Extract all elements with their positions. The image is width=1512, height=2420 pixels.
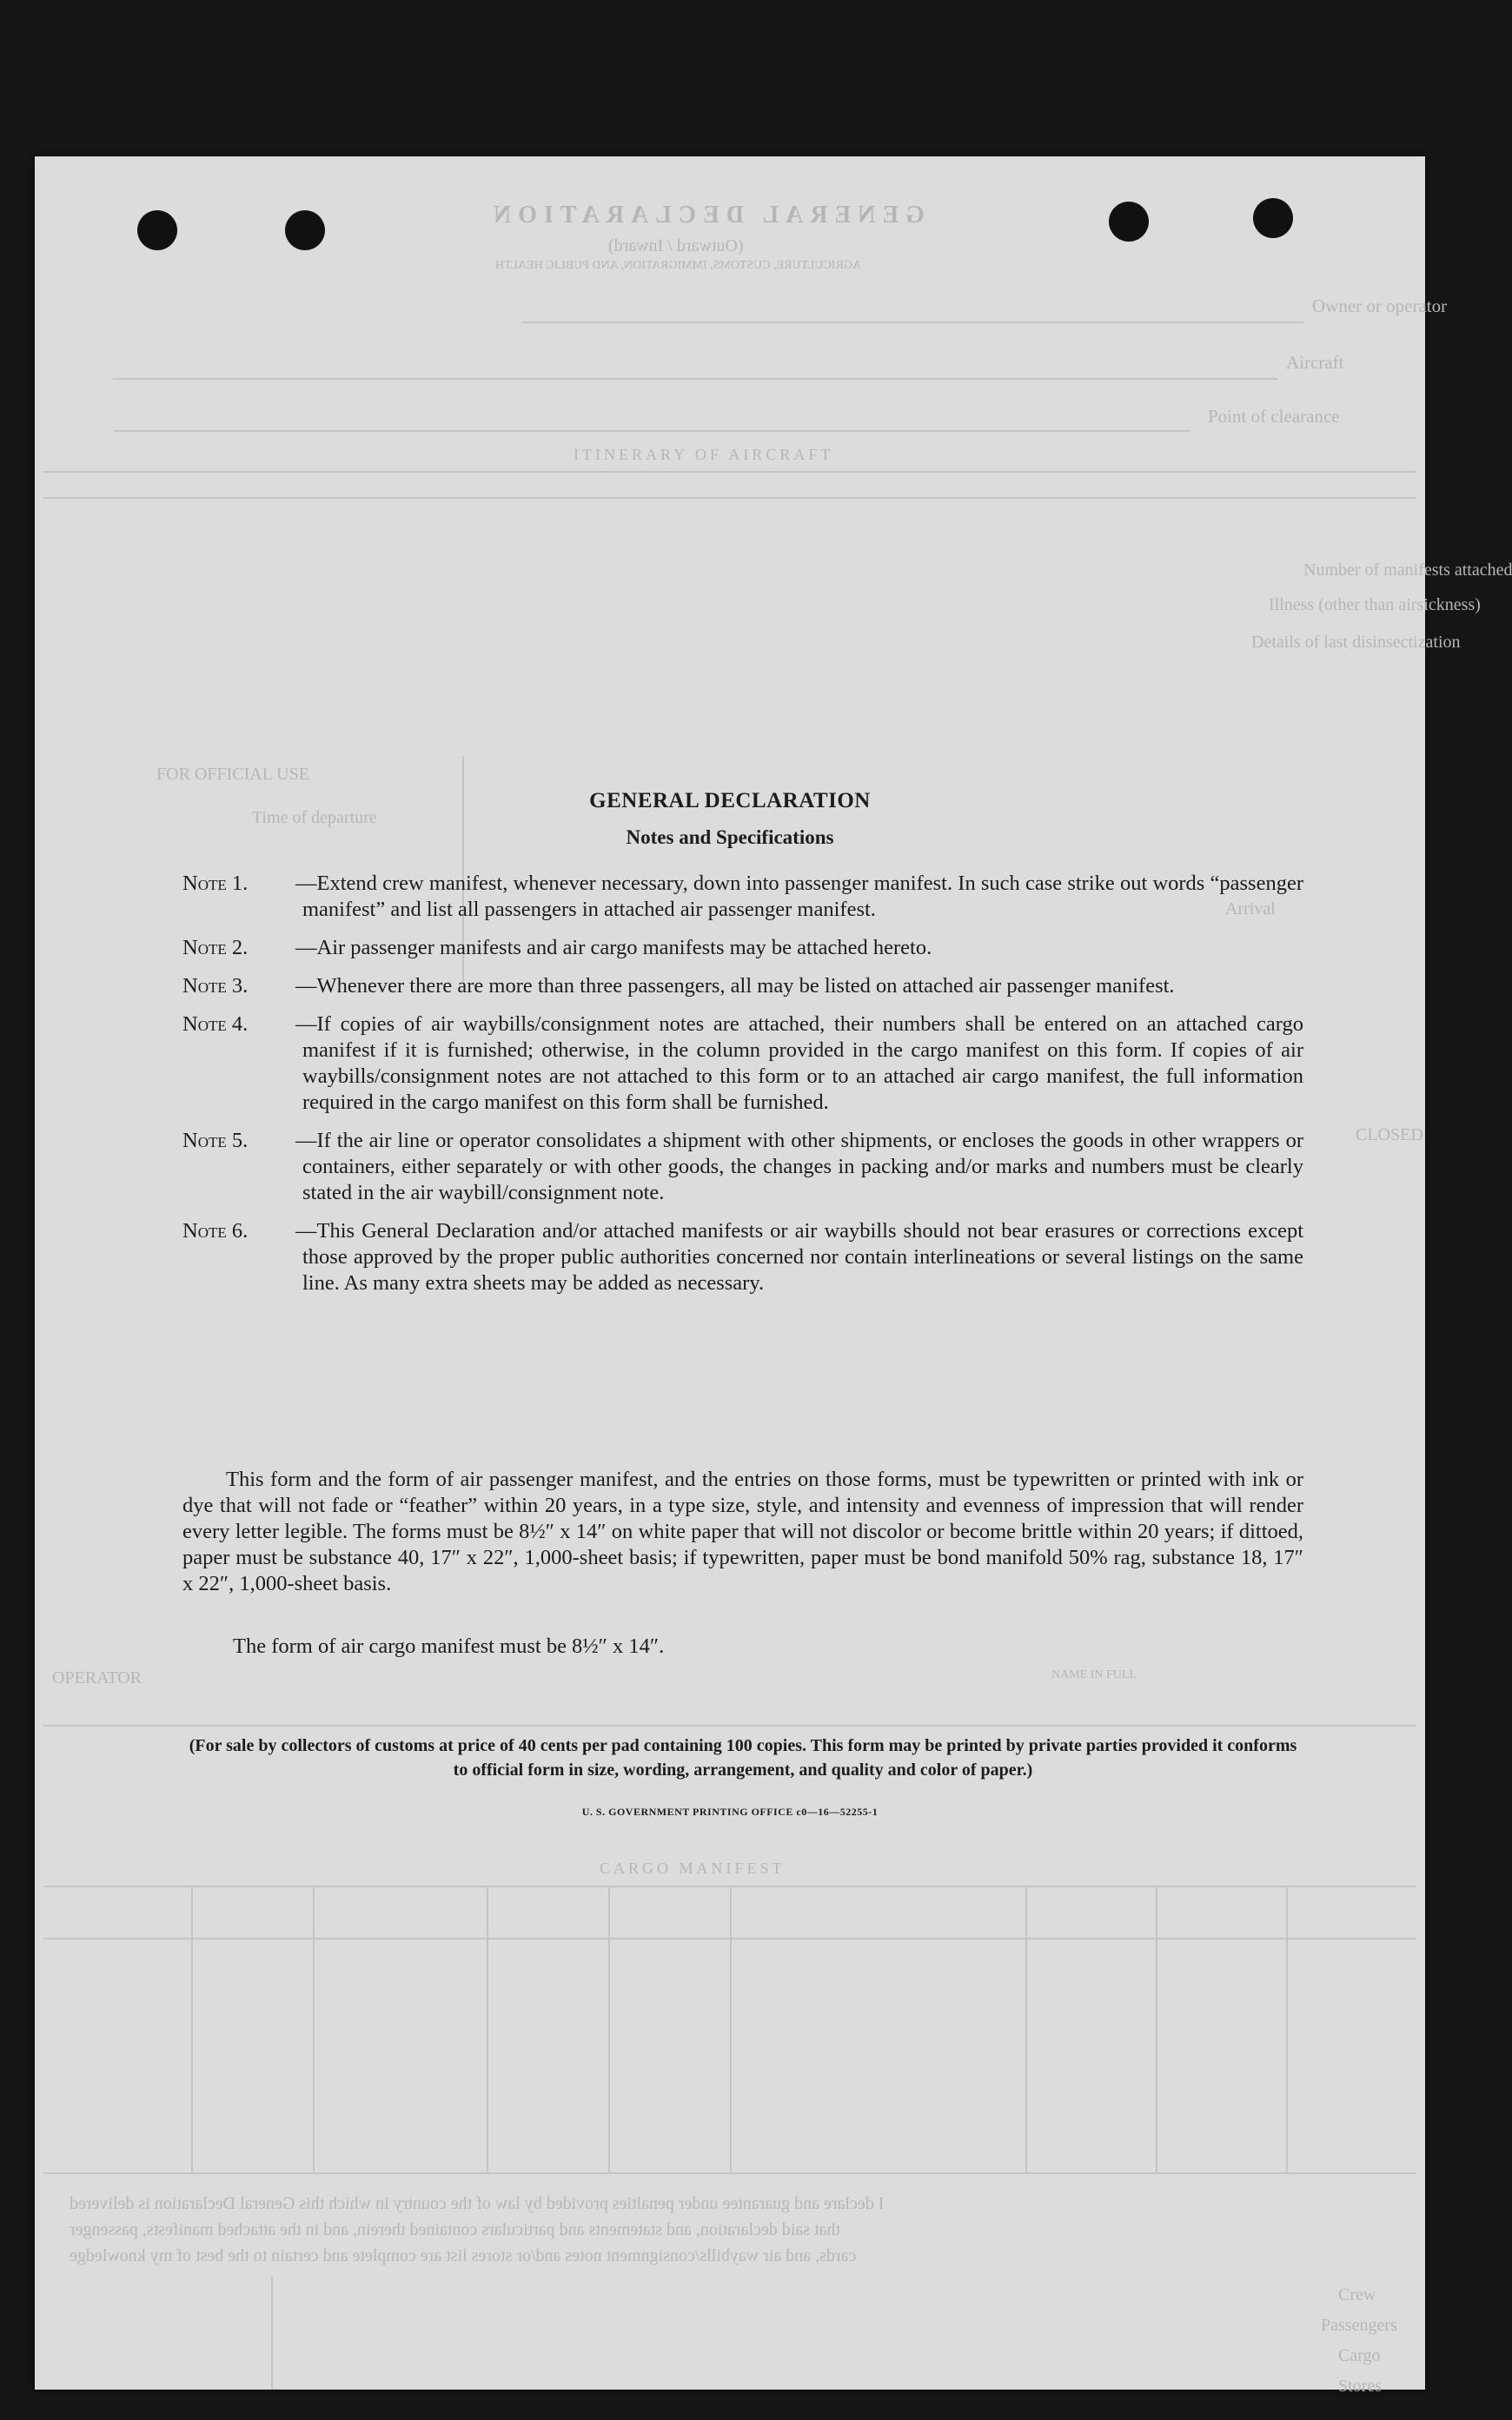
notes-list <box>182 871 1303 1309</box>
note-label: Note 1. <box>182 872 249 895</box>
note-text: —Air passenger manifests and air cargo manifests may be attached hereto. <box>295 936 932 959</box>
page-subtitle: Notes and Specifications <box>626 826 834 848</box>
note-6 <box>182 1218 1303 1296</box>
note-text: —Extend crew manifest, whenever necessary, down into passenger manifest. In such case strike out words “passenger manifest” and list all passengers in attached air passenger manifest. <box>295 872 1303 921</box>
note-text: —This General Declaration and/or attached manifests or air waybills should not bear erasures or corrections except those approved by the proper public authorities concerned nor contain interlineations or several listings on the same line. As many extra sheets may be added as necessary. <box>295 1219 1303 1295</box>
note-label: Note 6. <box>182 1219 249 1243</box>
note-label: Note 4. <box>182 1012 249 1036</box>
note-1 <box>182 871 1303 923</box>
page-title: GENERAL DECLARATION <box>589 789 871 812</box>
note-5 <box>182 1128 1303 1206</box>
note-2 <box>182 935 1303 961</box>
specification-paragraph: This form and the form of air passenger manifest, and the entries on those forms, must be typewritten or printed with ink or dye that will not fade or “feather” within 20 years, in a type size, style, and intensity and evenness of impression that will render every letter legible. The forms must be 8½″ x 14″ on white paper that will not discolor or become brittle within 20 years; if dittoed, paper must be substance 40, 17″ x 22″, 1,000-sheet basis; if typewritten, paper must be bond manifold 50% rag, substance 18, 17″ x 22″, 1,000-sheet basis. <box>182 1468 1303 1595</box>
sale-notice: (For sale by collectors of customs at price of 40 cents per pad containing 100 copies. This form may be printed by private parties provided it conforms to official form in size, wording, arrangement, and quality and color of paper.) <box>189 1736 1297 1780</box>
document-page: GENERAL DECLARATION (Outward / Inward) AGRICULTURE, CUSTOMS, IMMIGRATION, AND PUBLIC HEALTH Owner or operator Aircraft Point of clearance ITINERARY OF AIRCRAFT Number of manifests attached Illness (other than airsickness) Details of last disinsectization FOR OFFICIAL USE Time of departure Arrival CLOSED OPERATOR NAME IN FULL CARGO MANIFEST I declare and guarantee under penalties provided by law of the country in which this General Declaration is delivered that said declaration, and statements and particulars contained therein, and in the attached manifests, passenger cards, and air waybills/consignment notes and/or stores list are complete and certain to the best of my knowledge Crew Passengers Cargo Stores GENERAL DECLARATION Notes and Specifications Note 1. —Extend crew manifest, whenever necessary, down into passenger manifest. In such case strike out words “passenger manifest” and list all passengers in attached air passenger manifest. Note 2. —Air passenger manifests and air cargo manifests may be attached hereto. Note 3. —Whenever there are more than three passengers, all may be listed on attached air passenger manifest. Note 4. —If copies of air waybills/consignment notes are attached, their numbers shall be entered on an attached cargo manifest if it is furnished; otherwise, in the column provided in the cargo manifest on this form. If copies of air waybills/consignment notes are not attached to this form or to an attached air cargo manifest, the full information required in the cargo manifest on this form shall be furnished. Note 5. —If the air line or operator consolidates a shipment with other shipments, or encloses the goods in other wrappers or containers, either separately or with other goods, the changes in packing and/or marks and numbers must be clearly stated in the air waybill/consignment note. Note 6. —This General Declaration and/or attached manifests or air waybills should not bear erasures or corrections except those approved by the proper public authorities concerned nor contain interlineations or several listings on the same line. As many extra sheets may be added as necessary. This form and the form of air passenger manifest, and the entries on those forms, must be typewritten or printed with ink or dye that will not fade or “feather” within 20 years, in a type size, style, and intensity and evenness of impression that will render every letter legible. The forms must be 8½″ x 14″ on white paper that will not discolor or become brittle within 20 years; if dittoed, paper must be substance 40, 17″ x 22″, 1,000-sheet basis; if typewritten, paper must be bond manifold 50% rag, substance 18, 17″ x 22″, 1,000-sheet basis. The form of air cargo manifest must be 8½″ x 14″. (For sale by collectors of customs at price of 40 cents per pad containing 100 copies. This form may be printed by private parties provided it conforms to official form in size, wording, arrangement, and quality and color of paper.) U. S. GOVERNMENT PRINTING OFFICE c0—16—52255-1 <box>35 156 1425 2390</box>
note-4 <box>182 1011 1303 1116</box>
note-label: Note 2. <box>182 936 249 959</box>
printer-imprint: U. S. GOVERNMENT PRINTING OFFICE c0—16—52255-1 <box>581 1806 879 1818</box>
notes-document <box>35 156 1425 2390</box>
note-3 <box>182 973 1303 999</box>
note-text: —Whenever there are more than three passengers, all may be listed on attached air passenger manifest. <box>295 974 1175 998</box>
cargo-manifest-size-paragraph: The form of air cargo manifest must be 8½″ x 14″. <box>233 1634 665 1658</box>
note-label: Note 5. <box>182 1129 249 1152</box>
note-text: —If copies of air waybills/consignment notes are attached, their numbers shall be entered on an attached cargo manifest if it is furnished; otherwise, in the column provided in the cargo manifest on this form. If copies of air waybills/consignment notes are not attached to this form or to an attached air cargo manifest, the full information required in the cargo manifest on this form shall be furnished. <box>295 1012 1303 1114</box>
note-label: Note 3. <box>182 974 249 998</box>
note-text: —If the air line or operator consolidates a shipment with other shipments, or encloses the goods in other wrappers or containers, either separately or with other goods, the changes in packing and/or marks and numbers must be clearly stated in the air waybill/consignment note. <box>295 1129 1303 1204</box>
